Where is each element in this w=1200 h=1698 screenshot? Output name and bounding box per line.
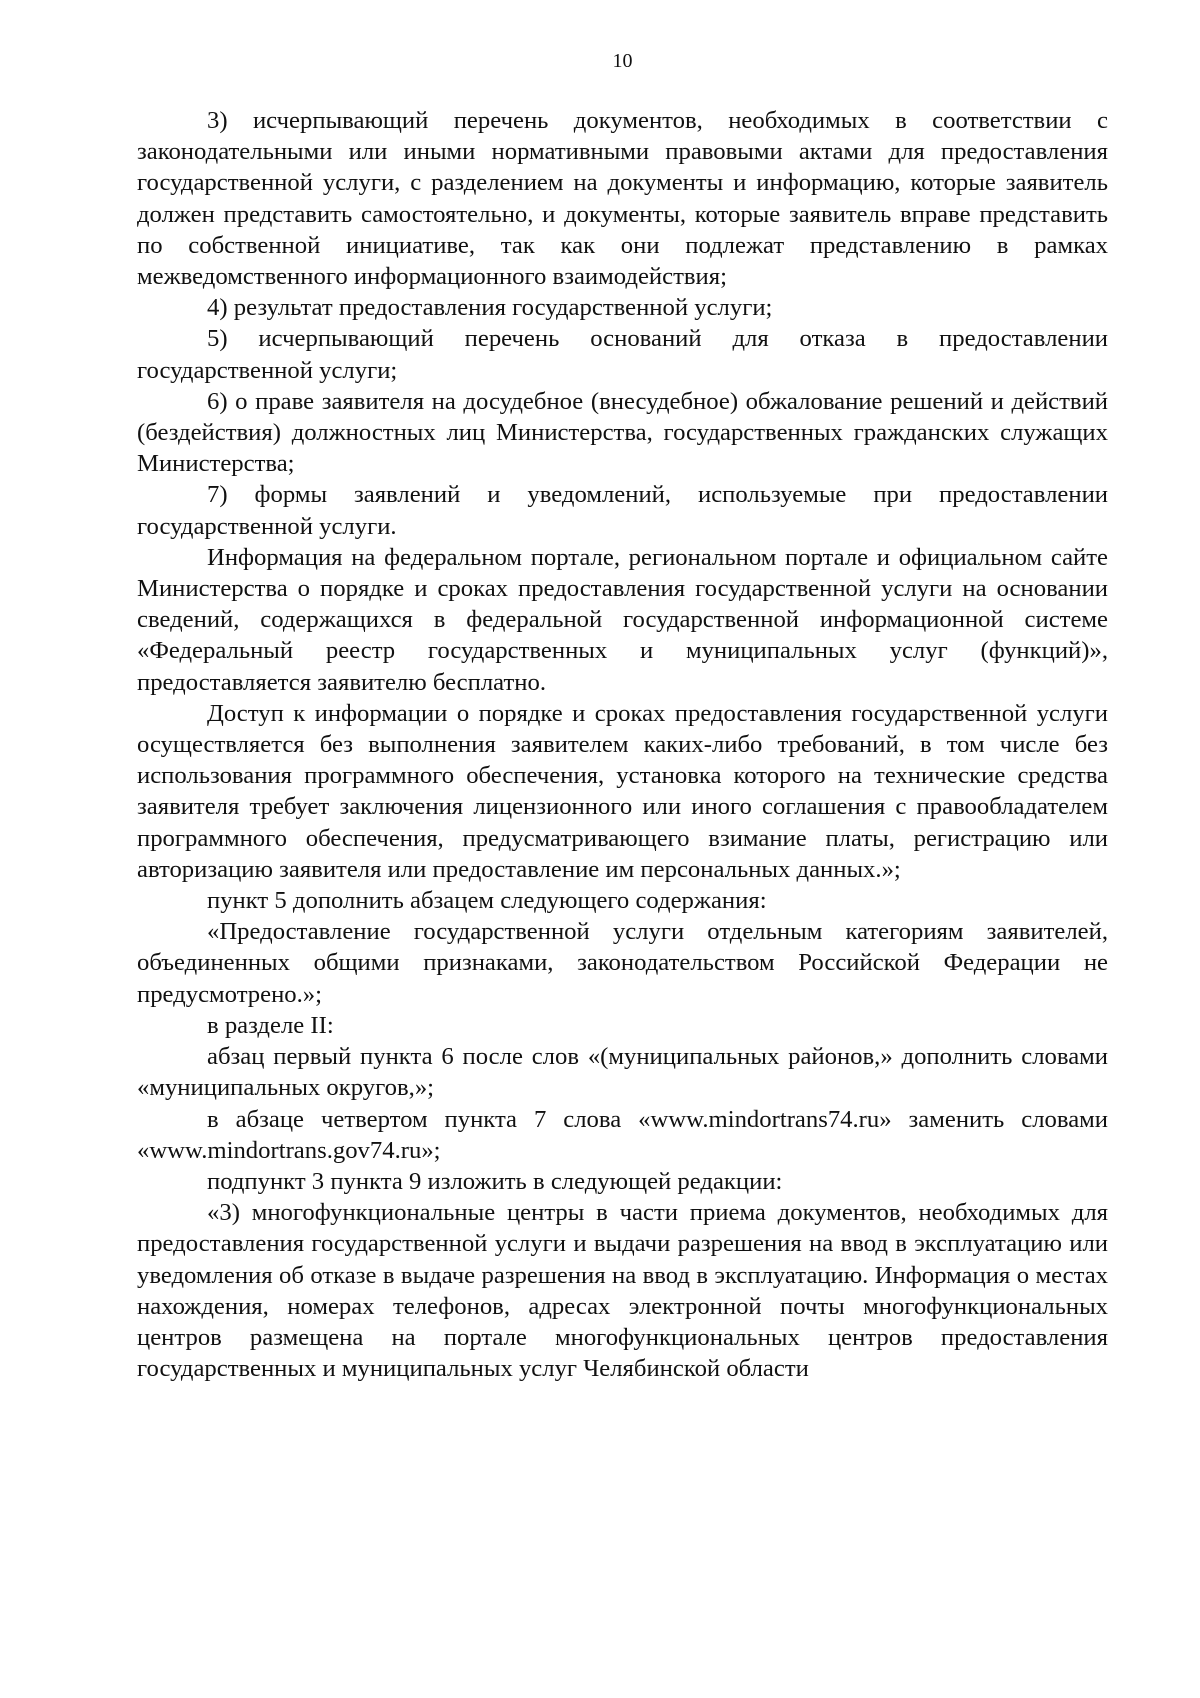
paragraph-section-2: в разделе II: xyxy=(207,1011,334,1039)
document-body xyxy=(137,105,1108,1384)
list-item-3: 3) исчерпывающий перечень документов, необходимых в соответствии с законодательными или иными нормативными правовыми актами для предоставления государственной услуги, с разделением на документы и информацию, которые заявитель должен представить самостоятельно, и документы, которые заявитель вправе представить по собственной инициативе, так как они подлежат представлению в рамках межведомственного информационного взаимодействия; xyxy=(137,107,1108,291)
paragraph-quoted-provision: «Предоставление государственной услуги отдельным категориям заявителей, объединенных общими признаками, законодательством Российской Федерации не предусмотрено.»; xyxy=(137,918,1108,1008)
paragraph-amend-point-6: абзац первый пункта 6 после слов «(муниципальных районов,» дополнить словами «муниципальных округов,»; xyxy=(137,1043,1108,1102)
list-item-4: 4) результат предоставления государственной услуги; xyxy=(207,294,773,322)
page-number: 10 xyxy=(612,50,633,72)
paragraph-amend-point-7: в абзаце четвертом пункта 7 слова «www.mindortrans74.ru» заменить словами «www.mindortrans.gov74.ru»; xyxy=(137,1105,1108,1164)
paragraph-amend-point-5: пункт 5 дополнить абзацем следующего содержания: xyxy=(207,887,767,915)
paragraph-mfc: «3) многофункциональные центры в части приема документов, необходимых для предоставления государственной услуги и выдачи разрешения на ввод в эксплуатацию или уведомления об отказе в выдаче разрешения на ввод в эксплуатацию. Информация о местах нахождения, номерах телефонов, адресах электронной почты многофункциональных центров размещена на портале многофункциональных центров предоставления государственных и муниципальных услуг Челябинской области xyxy=(137,1199,1108,1383)
paragraph-access: Доступ к информации о порядке и сроках предоставления государственной услуги осуществляется без выполнения заявителем каких-либо требований, в том числе без использования программного обеспечения, установка которого на технические средства заявителя требует заключения лицензионного или иного соглашения с правообладателем программного обеспечения, предусматривающего взимание платы, регистрацию или авторизацию заявителя или предоставление им персональных данных.»; xyxy=(137,699,1108,883)
paragraph-information-free: Информация на федеральном портале, региональном портале и официальном сайте Министерства о порядке и сроках предоставления государственной услуги на основании сведений, содержащихся в федеральной государственной информационной системе «Федеральный реестр государственных и муниципальных услуг (функций)», предоставляется заявителю бесплатно. xyxy=(137,543,1108,696)
list-item-6: 6) о праве заявителя на досудебное (внесудебное) обжалование решений и действий (бездействия) должностных лиц Министерства, государственных гражданских служащих Министерства; xyxy=(137,387,1108,478)
paragraph-amend-point-9: подпункт 3 пункта 9 изложить в следующей редакции: xyxy=(207,1167,783,1195)
list-item-7: 7) формы заявлений и уведомлений, используемые при предоставлении государственной услуги. xyxy=(137,481,1108,540)
list-item-5: 5) исчерпывающий перечень оснований для отказа в предоставлении государственной услуги; xyxy=(137,325,1108,384)
